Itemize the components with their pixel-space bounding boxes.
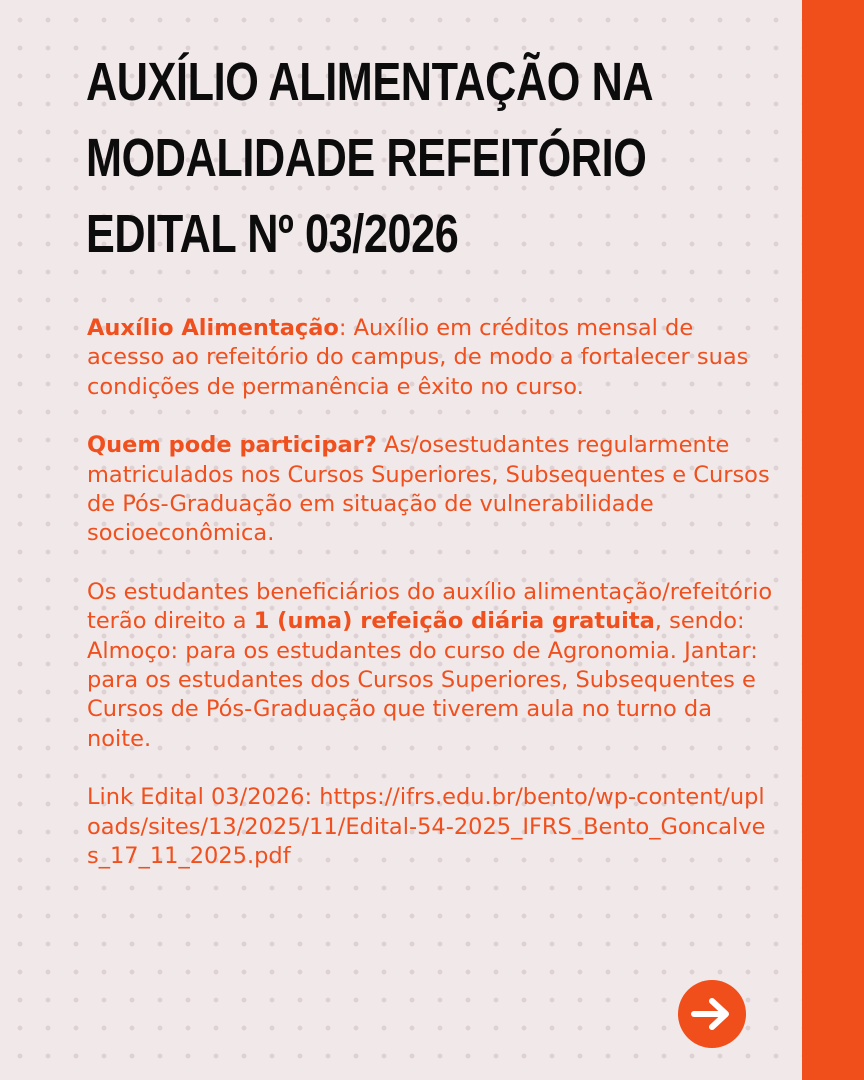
paragraph-meal-details [87, 578, 777, 754]
link-label: Link Edital 03/2026: [87, 784, 320, 811]
paragraph-eligibility [87, 431, 777, 549]
title-line-2: MODALIDADE REFEITÓRIO [86, 128, 647, 188]
meal-highlight: 1 (uma) refeição diária gratuita [253, 608, 655, 635]
eligibility-label: Quem pode participar? [87, 432, 377, 459]
next-button[interactable] [678, 980, 746, 1048]
meal-text-before: Os estudantes beneficiários do auxílio alimentação/refeitório terão direito a [87, 578, 773, 635]
edital-link[interactable]: https://ifrs.edu.br/bento/wp-content/uploads/sites/13/2025/11/Edital-54-2025_IFRS_Bento_Goncalves_17_11_2025.pdf [87, 784, 766, 870]
title-line-1: AUXÍLIO ALIMENTAÇÃO NA [86, 52, 654, 112]
accent-side-bar [802, 0, 864, 1080]
paragraph-link [87, 783, 777, 871]
arrow-right-icon [690, 997, 734, 1031]
paragraph-benefit-description [87, 314, 777, 402]
title-line-3: EDITAL Nº 03/2026 [86, 204, 459, 264]
meal-text-after: , sendo: Almoço: para os estudantes do curso de Agronomia. Jantar: para os estudantes dos Cursos Superiores, Subsequentes e Cursos de Pós-Graduação que tiverem aula no turno da noite. [87, 608, 758, 752]
eligibility-text: As/osestudantes regularmente matriculados nos Cursos Superiores, Subsequentes e Cursos de Pós-Graduação em situação de vulnerabilidade socioeconômica. [87, 432, 770, 547]
content-body [87, 314, 777, 901]
page-title [86, 44, 654, 272]
benefit-text: : Auxílio em créditos mensal de acesso ao refeitório do campus, de modo a fortalecer suas condições de permanência e êxito no curso. [87, 315, 749, 400]
benefit-label: Auxílio Alimentação [87, 315, 339, 341]
